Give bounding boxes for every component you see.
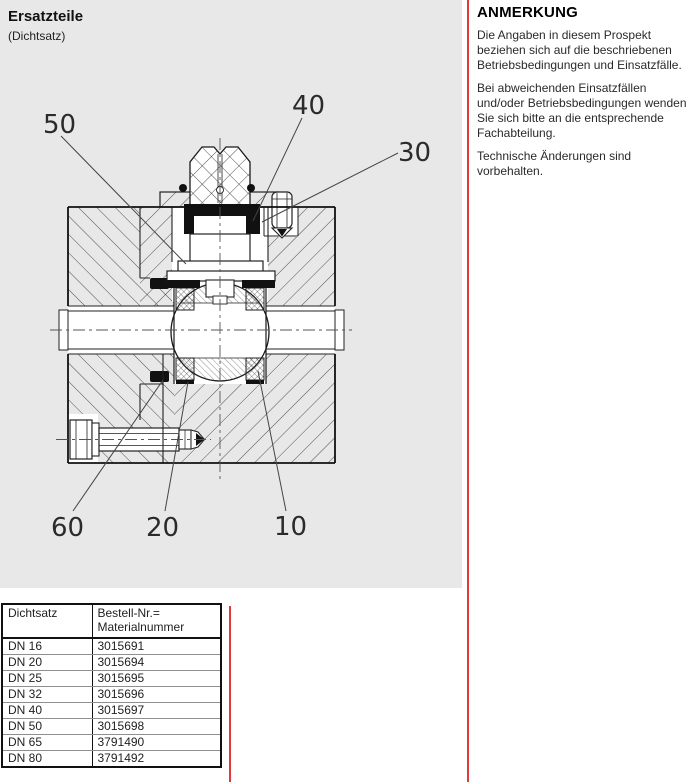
dn-cell: DN 25 — [2, 671, 92, 687]
nr-cell: 3791492 — [92, 751, 221, 768]
nr-cell: 3015691 — [92, 638, 221, 655]
dn-cell: DN 65 — [2, 735, 92, 751]
table-row — [2, 655, 221, 671]
callout-10: 10 — [274, 512, 308, 542]
table-header-bestellnr: Bestell-Nr.= Materialnummer — [92, 604, 221, 638]
red-divider-line — [467, 0, 469, 782]
dn-cell: DN 40 — [2, 703, 92, 719]
dn-cell: DN 80 — [2, 751, 92, 768]
callout-20: 20 — [146, 513, 180, 543]
table-row — [2, 638, 221, 655]
red-table-line — [229, 606, 231, 782]
nr-cell: 3791490 — [92, 735, 221, 751]
body-seal-upper — [150, 278, 169, 289]
callout-40: 40 — [292, 91, 326, 121]
nr-cell: 3015694 — [92, 655, 221, 671]
callout-30: 30 — [398, 138, 432, 168]
page-title: Ersatzteile — [8, 8, 84, 25]
callout-50: 50 — [43, 110, 77, 140]
note-title: ANMERKUNG — [477, 4, 578, 21]
table-row — [2, 671, 221, 687]
note-paragraph-1: Die Angaben in diesem Prospekt beziehen sich auf die beschriebenen Betriebsbedingungen und Einsatzfälle. — [477, 28, 682, 72]
dn-cell: DN 16 — [2, 638, 92, 655]
table-header-row — [2, 604, 221, 638]
dn-cell: DN 32 — [2, 687, 92, 703]
note-paragraph-3: Technische Änderungen sind vorbehalten. — [477, 149, 632, 178]
nr-cell: 3015696 — [92, 687, 221, 703]
table-row — [2, 719, 221, 735]
table-row — [2, 703, 221, 719]
table-row — [2, 751, 221, 768]
drawing-panel — [0, 0, 462, 588]
spare-parts-table — [1, 603, 222, 768]
note-panel — [477, 4, 691, 187]
dn-cell: DN 20 — [2, 655, 92, 671]
technical-drawing-ball-valve — [0, 0, 462, 588]
page-subtitle: (Dichtsatz) — [8, 29, 66, 43]
note-paragraph-2: Bei abweichenden Einsatzfällen und/oder Betriebsbedingungen wenden Sie sich bitte an die entsprechende Fachabteilung. — [477, 81, 687, 140]
dn-cell: DN 50 — [2, 719, 92, 735]
nr-cell: 3015697 — [92, 703, 221, 719]
table-row — [2, 735, 221, 751]
callout-60: 60 — [51, 513, 85, 543]
body-seal-lower — [150, 371, 169, 382]
nr-cell: 3015695 — [92, 671, 221, 687]
table-header-dichtsatz: Dichtsatz — [2, 604, 92, 638]
nr-cell: 3015698 — [92, 719, 221, 735]
table-row — [2, 687, 221, 703]
